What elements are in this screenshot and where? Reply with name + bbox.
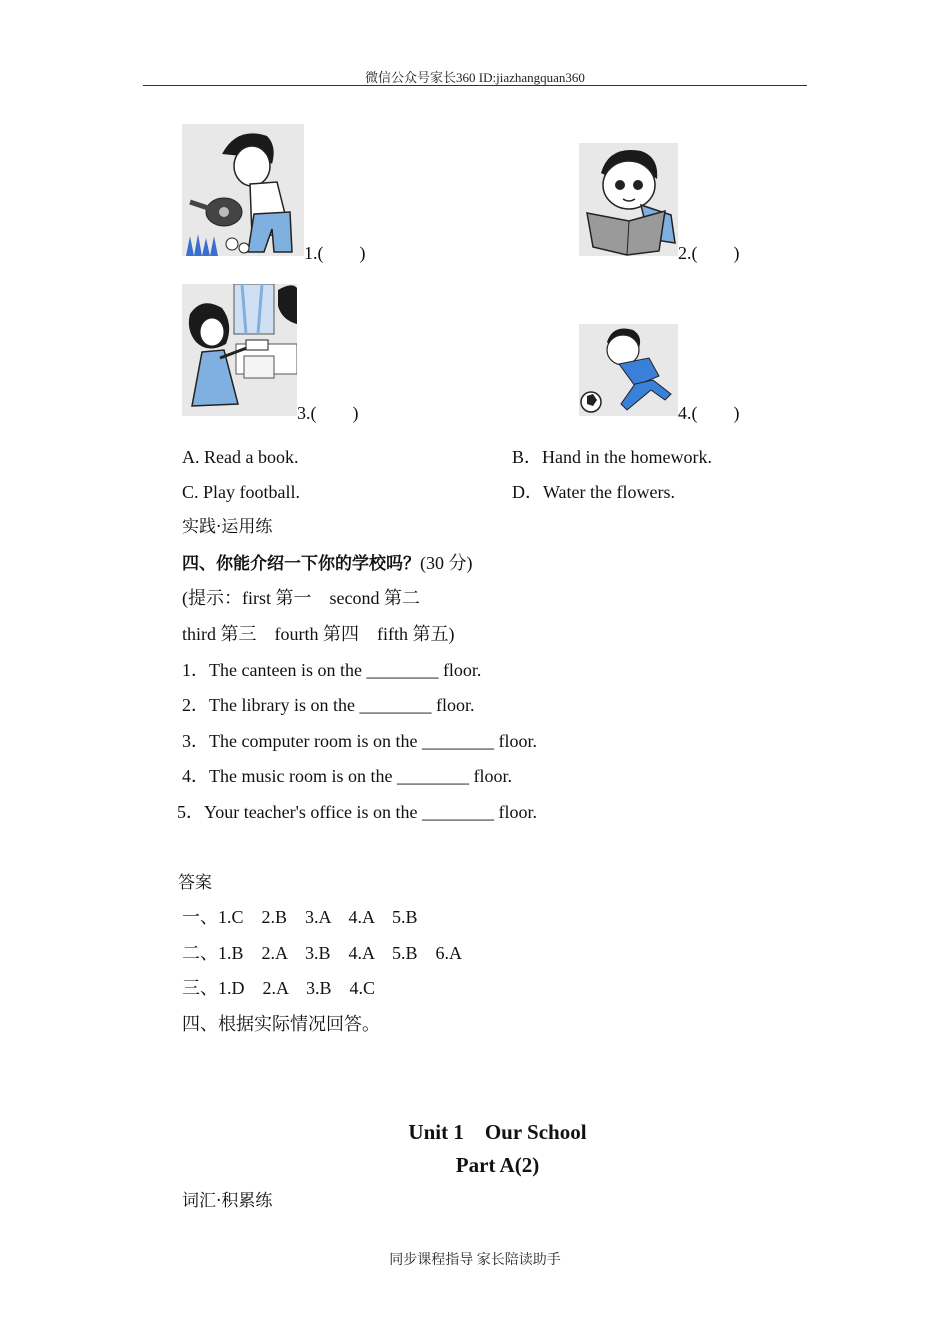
play-football-picture [579, 324, 678, 416]
reading-book-picture [579, 143, 678, 256]
section-vocabulary-heading: 词汇·积累练 [182, 1191, 273, 1211]
answer-line-2: 二、1.B 2.A 3.B 4.A 5.B 6.A [182, 943, 463, 963]
option-d: D．Water the flowers. [512, 482, 675, 502]
option-b: B．Hand in the homework. [512, 447, 712, 467]
part4-item-5: 5．Your teacher's office is on the ________ floor. [177, 802, 538, 822]
part4-score: (30 分) [420, 553, 473, 573]
answer-line-4: 四、根据实际情况回答。 [182, 1014, 380, 1034]
option-c: C. Play football. [182, 482, 300, 502]
picture-2-label: 2.( ) [678, 243, 740, 263]
header-divider [143, 85, 807, 86]
part4-heading [182, 552, 473, 575]
page-header: 微信公众号家长360 ID:jiazhangquan360 [365, 70, 585, 85]
watering-flowers-picture [182, 124, 304, 256]
part4-item-4: 4．The music room is on the ________ floor. [182, 766, 512, 786]
part4-title: 四、你能介绍一下你的学校吗？ [182, 554, 420, 574]
answer-line-1: 一、1.C 2.B 3.A 4.A 5.B [182, 907, 418, 927]
unit-part-title: Part A(2) [455, 1153, 540, 1177]
part4-item-2: 2．The library is on the ________ floor. [182, 695, 475, 715]
hand-in-homework-picture [182, 284, 297, 416]
picture-3-label: 3.( ) [297, 403, 359, 423]
answer-line-3: 三、1.D 2.A 3.B 4.C [182, 978, 376, 998]
answers-heading: 答案 [178, 873, 212, 893]
page-footer: 同步课程指导 家长陪读助手 [389, 1253, 561, 1268]
part4-item-1: 1．The canteen is on the ________ floor. [182, 660, 482, 680]
unit-title: Unit 1 Our School [408, 1120, 587, 1144]
part4-item-3: 3．The computer room is on the ________ floor. [182, 731, 537, 751]
part4-hint-line-2: third 第三 fourth 第四 fifth 第五) [182, 624, 455, 644]
section-practice-heading: 实践·运用练 [182, 517, 273, 537]
part4-hint-line-1: (提示：first 第一 second 第二 [182, 588, 420, 608]
option-a: A. Read a book. [182, 447, 299, 467]
picture-4-label: 4.( ) [678, 403, 740, 423]
picture-1-label: 1.( ) [304, 243, 366, 263]
